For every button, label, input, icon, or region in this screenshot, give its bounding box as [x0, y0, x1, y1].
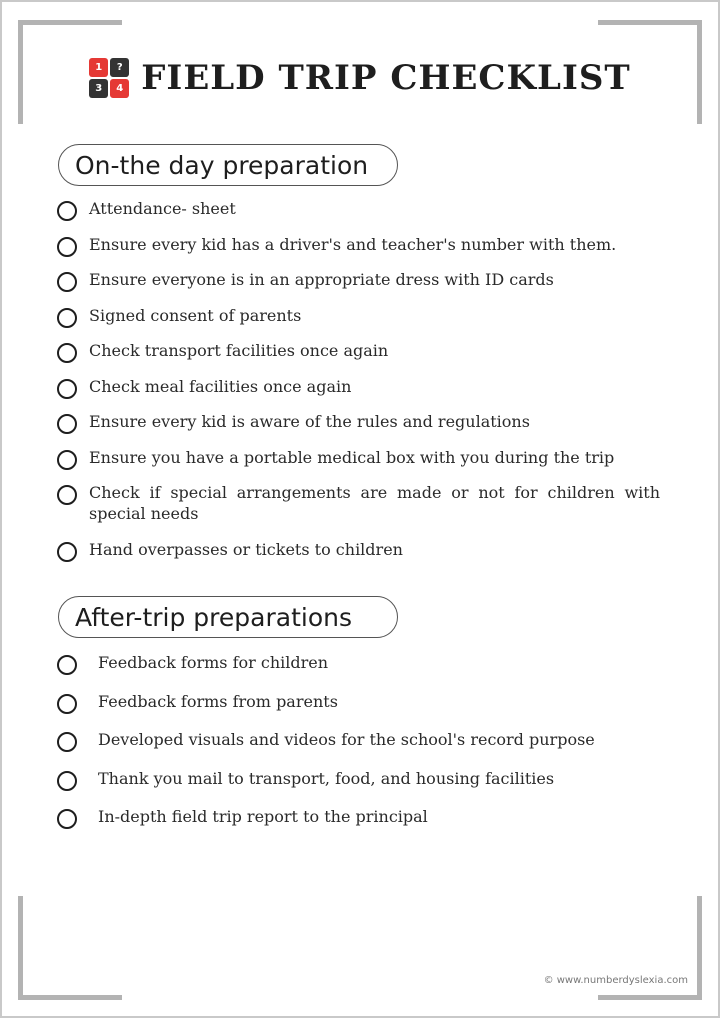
checklist-item-label: Attendance- sheet — [89, 199, 236, 218]
checklist-item[interactable] — [57, 806, 660, 827]
checklist-item[interactable] — [57, 539, 660, 560]
corner-bracket — [18, 896, 23, 1000]
checkbox-circle-icon[interactable] — [57, 809, 77, 829]
checklist-item-label: Feedback forms from parents — [98, 691, 338, 711]
checklist-item-label: Hand overpasses or tickets to children — [89, 539, 403, 559]
section-heading-on-the-day: On-the day preparation — [58, 144, 398, 186]
checklist-item[interactable] — [57, 411, 660, 432]
corner-bracket — [18, 995, 122, 1000]
page-title: FIELD TRIP CHECKLIST — [141, 58, 631, 98]
checklist-item-label: In-depth field trip report to the principal — [98, 807, 428, 826]
checklist-item[interactable] — [57, 234, 660, 255]
logo-tile: 4 — [110, 79, 129, 98]
copyright-footer: © www.numberdyslexia.com — [543, 975, 688, 986]
checklist-item[interactable] — [57, 376, 660, 397]
checklist-item[interactable] — [57, 652, 660, 673]
checklist-item-label: Thank you mail to transport, food, and housing facilities — [98, 768, 555, 788]
checkbox-circle-icon[interactable] — [57, 343, 77, 363]
on-the-day-checklist — [57, 198, 660, 574]
checklist-item[interactable] — [57, 729, 660, 750]
checklist-item[interactable] — [57, 305, 660, 326]
after-trip-checklist — [57, 652, 660, 845]
logo-tile: 1 — [89, 58, 108, 77]
corner-bracket — [598, 995, 702, 1000]
checklist-item[interactable] — [57, 768, 660, 789]
checklist-item-label: Developed visuals and videos for the school's record purpose — [98, 730, 595, 749]
logo-tile: 3 — [89, 79, 108, 98]
checklist-item-label: Ensure everyone is in an appropriate dress with ID cards — [89, 270, 554, 289]
checkbox-circle-icon[interactable] — [57, 655, 77, 675]
checkbox-circle-icon[interactable] — [57, 414, 77, 434]
logo-tile: ? — [110, 58, 129, 77]
section-heading-after-trip: After-trip preparations — [58, 596, 398, 638]
checklist-item-label: Check if special arrangements are made or not for children with special needs — [89, 483, 660, 523]
checkbox-circle-icon[interactable] — [57, 542, 77, 562]
checklist-item-label: Check meal facilities once again — [89, 376, 352, 396]
checkbox-circle-icon[interactable] — [57, 237, 77, 257]
checklist-item-label: Feedback forms for children — [98, 653, 329, 672]
checkbox-circle-icon[interactable] — [57, 694, 77, 714]
checklist-item[interactable] — [57, 198, 660, 219]
logo-icon — [89, 58, 129, 98]
checkbox-circle-icon[interactable] — [57, 272, 77, 292]
page-header — [2, 58, 718, 98]
checklist-item[interactable] — [57, 447, 660, 468]
checklist-item-label: Ensure every kid has a driver's and teacher's number with them. — [89, 234, 617, 254]
checklist-item[interactable] — [57, 340, 660, 361]
checklist-item-label: Signed consent of parents — [89, 305, 302, 325]
corner-bracket — [697, 896, 702, 1000]
checkbox-circle-icon[interactable] — [57, 450, 77, 470]
checkbox-circle-icon[interactable] — [57, 485, 77, 505]
checklist-item-label: Ensure every kid is aware of the rules and regulations — [89, 412, 530, 431]
checklist-item[interactable] — [57, 269, 660, 290]
checkbox-circle-icon[interactable] — [57, 379, 77, 399]
checkbox-circle-icon[interactable] — [57, 308, 77, 328]
checkbox-circle-icon[interactable] — [57, 732, 77, 752]
checklist-item-label: Check transport facilities once again — [89, 341, 389, 360]
checklist-item[interactable] — [57, 482, 660, 524]
corner-bracket — [18, 20, 122, 25]
checkbox-circle-icon[interactable] — [57, 201, 77, 221]
checklist-item[interactable] — [57, 691, 660, 712]
corner-bracket — [598, 20, 702, 25]
checklist-item-label: Ensure you have a portable medical box with you during the trip — [89, 447, 615, 467]
checkbox-circle-icon[interactable] — [57, 771, 77, 791]
